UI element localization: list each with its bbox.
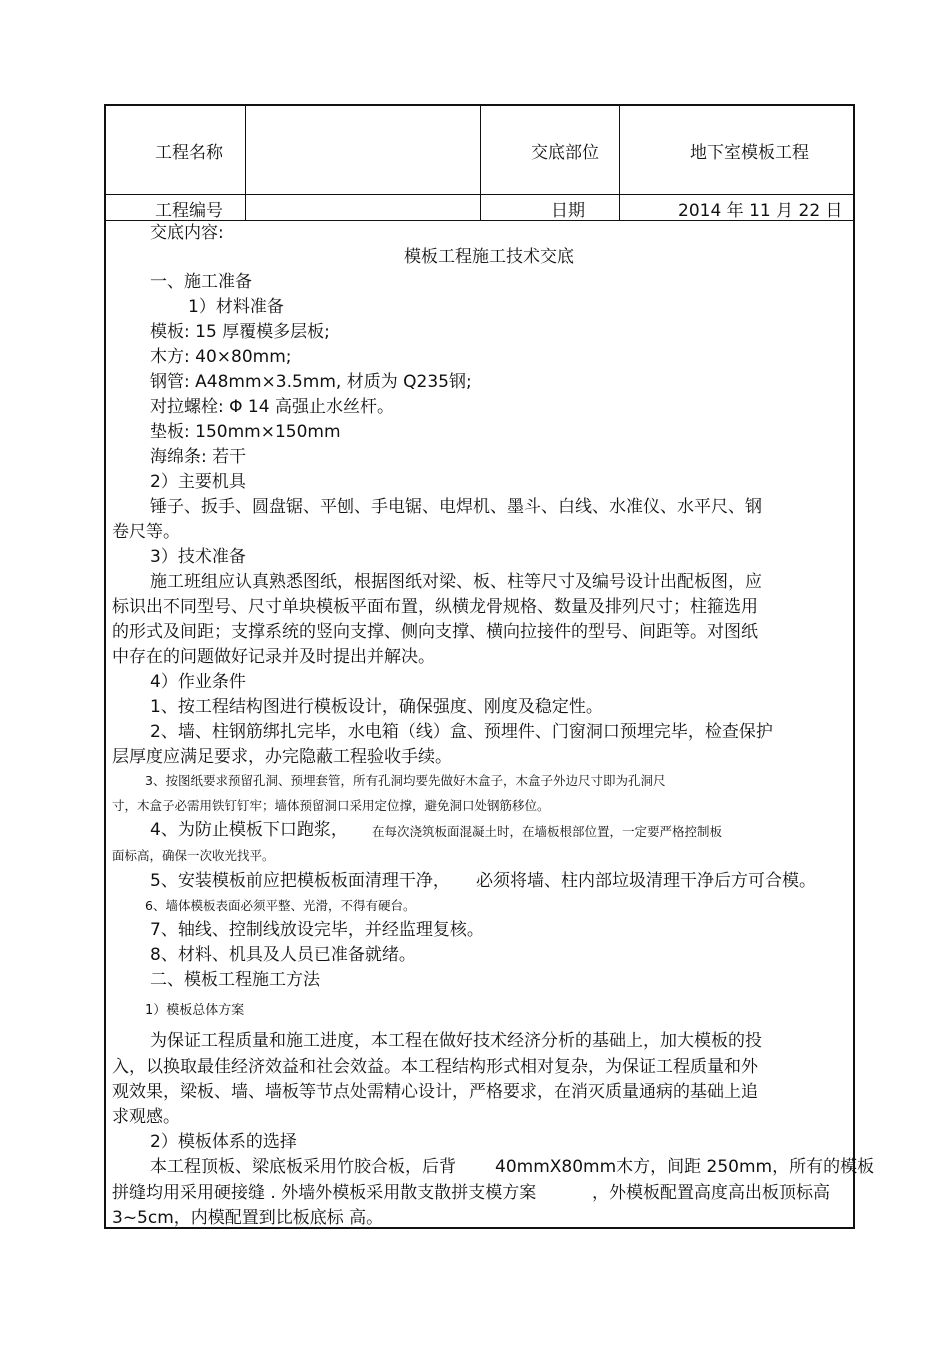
text-line: 海绵条: 若干 bbox=[150, 447, 247, 467]
col-divider-2 bbox=[480, 106, 481, 221]
text-line: 木方: 40×80mm; bbox=[150, 347, 292, 367]
section-heading: 一、施工准备 bbox=[150, 272, 252, 292]
text-line: 8、材料、机具及人员已准备就绪。 bbox=[150, 945, 416, 965]
text-line: 中存在的问题做好记录并及时提出并解决。 bbox=[112, 647, 435, 667]
text-line: 标识出不同型号、尺寸单块模板平面布置，纵横龙骨规格、数量及排列尺寸；柱箍选用 bbox=[112, 597, 758, 617]
date-label: 日期 bbox=[551, 201, 585, 221]
section-heading: 二、模板工程施工方法 bbox=[150, 970, 320, 990]
text-line: 6、墙体模板表面必须平整、光滑，不得有硬台。 bbox=[145, 898, 416, 913]
subsection-heading: 2）主要机具 bbox=[150, 472, 246, 492]
text-line: 求观感。 bbox=[112, 1107, 180, 1127]
text-line: 的形式及间距；支撑系统的竖向支撑、侧向支撑、横向拉接件的型号、间距等。对图纸 bbox=[112, 622, 758, 642]
text-line: 对拉螺栓: Φ 14 高强止水丝杆。 bbox=[150, 397, 394, 417]
text-line: 在每次浇筑板面混凝土时，在墙板根部位置，一定要严格控制板 bbox=[372, 824, 723, 839]
project-no-label: 工程编号 bbox=[155, 201, 223, 221]
text-line: 寸，木盒子必需用铁钉钉牢；墙体预留洞口采用定位撑，避免洞口处钢筋移位。 bbox=[112, 798, 550, 813]
date-value: 2014 年 11 月 22 日 bbox=[678, 201, 843, 221]
text-line: 层厚度应满足要求，办完隐蔽工程验收手续。 bbox=[112, 747, 452, 767]
text-line: 必须将墙、柱内部垃圾清理干净后方可合模。 bbox=[476, 871, 816, 891]
text-line: 5、安装模板前应把模板板面清理干净， bbox=[150, 871, 450, 891]
text-line: 卷尺等。 bbox=[112, 522, 180, 542]
content-label: 交底内容: bbox=[150, 223, 224, 243]
text-line: 40mmX80mm木方，间距 250mm，所有的模板 bbox=[495, 1157, 875, 1177]
text-line: 拼缝均用采用硬接缝 . 外墙外模板采用散支散拼支模方案 bbox=[112, 1183, 537, 1203]
text-line: 2、墙、柱钢筋绑扎完毕，水电箱（线）盒、预埋件、门窗洞口预埋完毕，检查保护 bbox=[150, 722, 773, 742]
text-line: 观效果，梁板、墙、墙板等节点处需精心设计，严格要求，在消灭质量通病的基础上追 bbox=[112, 1082, 758, 1102]
location-label: 交底部位 bbox=[531, 143, 599, 163]
col-divider-3 bbox=[619, 106, 620, 221]
doc-title: 模板工程施工技术交底 bbox=[404, 247, 574, 267]
text-line: 为保证工程质量和施工进度，本工程在做好技术经济分析的基础上，加大模板的投 bbox=[150, 1031, 762, 1051]
text-line: 本工程顶板、梁底板采用竹胶合板，后背 bbox=[150, 1157, 456, 1177]
text-line: 模板: 15 厚覆模多层板; bbox=[150, 322, 330, 342]
text-line: 3、按图纸要求预留孔洞、预埋套管，所有孔洞均要先做好木盒子，木盒子外边尺寸即为孔洞尺 bbox=[145, 773, 666, 788]
text-line: 1、按工程结构图进行模板设计，确保强度、刚度及稳定性。 bbox=[150, 697, 603, 717]
col-divider-1 bbox=[245, 106, 246, 221]
text-line: 面标高，确保一次收光找平。 bbox=[112, 848, 275, 863]
text-line: 锤子、扳手、圆盘锯、平刨、手电锯、电焊机、墨斗、白线、水准仪、水平尺、钢 bbox=[150, 497, 762, 517]
subsection-heading: 4）作业条件 bbox=[150, 672, 246, 692]
project-name-label: 工程名称 bbox=[155, 143, 223, 163]
text-line: 施工班组应认真熟悉图纸，根据图纸对梁、板、柱等尺寸及编号设计出配板图，应 bbox=[150, 572, 762, 592]
text-line: 垫板: 150mm×150mm bbox=[150, 422, 341, 442]
subsection-heading: 1）材料准备 bbox=[188, 297, 284, 317]
subsection-heading: 2）模板体系的选择 bbox=[150, 1132, 297, 1152]
subsection-heading: 1）模板总体方案 bbox=[145, 1003, 245, 1018]
text-line: 4、为防止模板下口跑浆， bbox=[150, 820, 348, 840]
subsection-heading: 3）技术准备 bbox=[150, 547, 246, 567]
text-line: ，外模板配置高度高出板顶标高 bbox=[592, 1183, 830, 1203]
text-line: 7、轴线、控制线放设完毕，并经监理复核。 bbox=[150, 920, 484, 940]
location-value: 地下室模板工程 bbox=[690, 143, 809, 163]
text-line: 3~5cm，内模配置到比板底标 高。 bbox=[112, 1208, 384, 1228]
text-line: 钢管: A48mm×3.5mm, 材质为 Q235钢; bbox=[150, 372, 472, 392]
text-line: 入，以换取最佳经济效益和社会效益。本工程结构形式相对复杂，为保证工程质量和外 bbox=[112, 1057, 758, 1077]
